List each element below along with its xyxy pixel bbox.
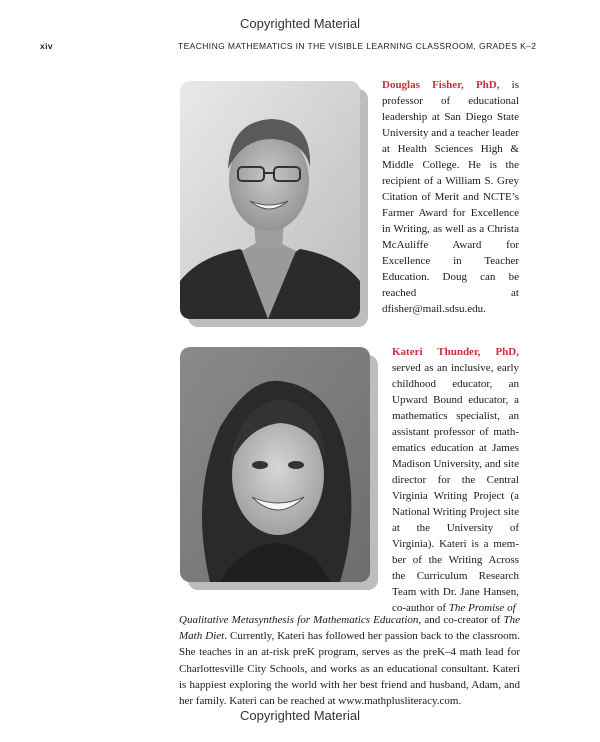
author1-bio-text: is professor of educational leadership at San Diego State University and a teacher leader at Health Sciences High & Middle College. He is the recipient of a William S. Grey Citation of Merit and NCTE’s Farmer Award for Excellence in Writing, as well as a Christa McAuliffe Award for Excellence in Teacher Education. Doug can be reached at dfisher@mail.sdsu.edu. bbox=[382, 79, 520, 315]
author1-bio bbox=[382, 77, 519, 317]
page-number: xiv bbox=[40, 41, 54, 51]
author2-photo-frame bbox=[180, 347, 380, 592]
author1-photo bbox=[180, 81, 360, 319]
author2-book1-title-b: Qualitative Metasynthesis for Mathematics Education bbox=[179, 614, 419, 626]
author1-photo-frame bbox=[180, 81, 370, 331]
watermark-top: Copyrighted Material bbox=[240, 16, 360, 31]
author2-book2-title: The Math Diet bbox=[179, 614, 520, 643]
watermark-bottom: Copyrighted Material bbox=[240, 708, 360, 723]
author2-bio-wide bbox=[179, 612, 520, 709]
author2-photo bbox=[180, 347, 370, 582]
running-head bbox=[0, 41, 600, 55]
author2-bio-part3: . Currently, Kateri has followed her passion back to the classroom. She teaches in an at-risk preK program, serves as the preK–4 math lead for Charlottesville City Schools, and works as an educational consultant. Kateri is happiest exploring the world with her best friend and husband, Adam, and her family. Kateri can be reached at www.mathplusliteracy.com. bbox=[179, 630, 520, 708]
author2-book1-title-a: The Promise of bbox=[448, 602, 516, 614]
author2-bio-part1: served as an inclusive, early childhood educator, an Upward Bound educator, a mathematics specialist, an assistant professor of mathematics education at James Madison University, and site director for the Central Virginia Writing Project (a National Writing Project site at the University of Virginia). Kateri is a member of the Writing Across the Curriculum Research Team with Dr. Jane Hansen, co-author of bbox=[392, 362, 519, 614]
book-title: TEACHING MATHEMATICS IN THE VISIBLE LEARNING CLASSROOM, GRADES K–2 bbox=[178, 41, 537, 51]
author1-name: Douglas Fisher, PhD, bbox=[382, 79, 500, 91]
author2-bio-part2: , and co-creator of bbox=[418, 614, 504, 626]
author2-bio-narrow bbox=[392, 344, 519, 616]
author2-name: Kateri Thunder, PhD, bbox=[392, 346, 519, 358]
